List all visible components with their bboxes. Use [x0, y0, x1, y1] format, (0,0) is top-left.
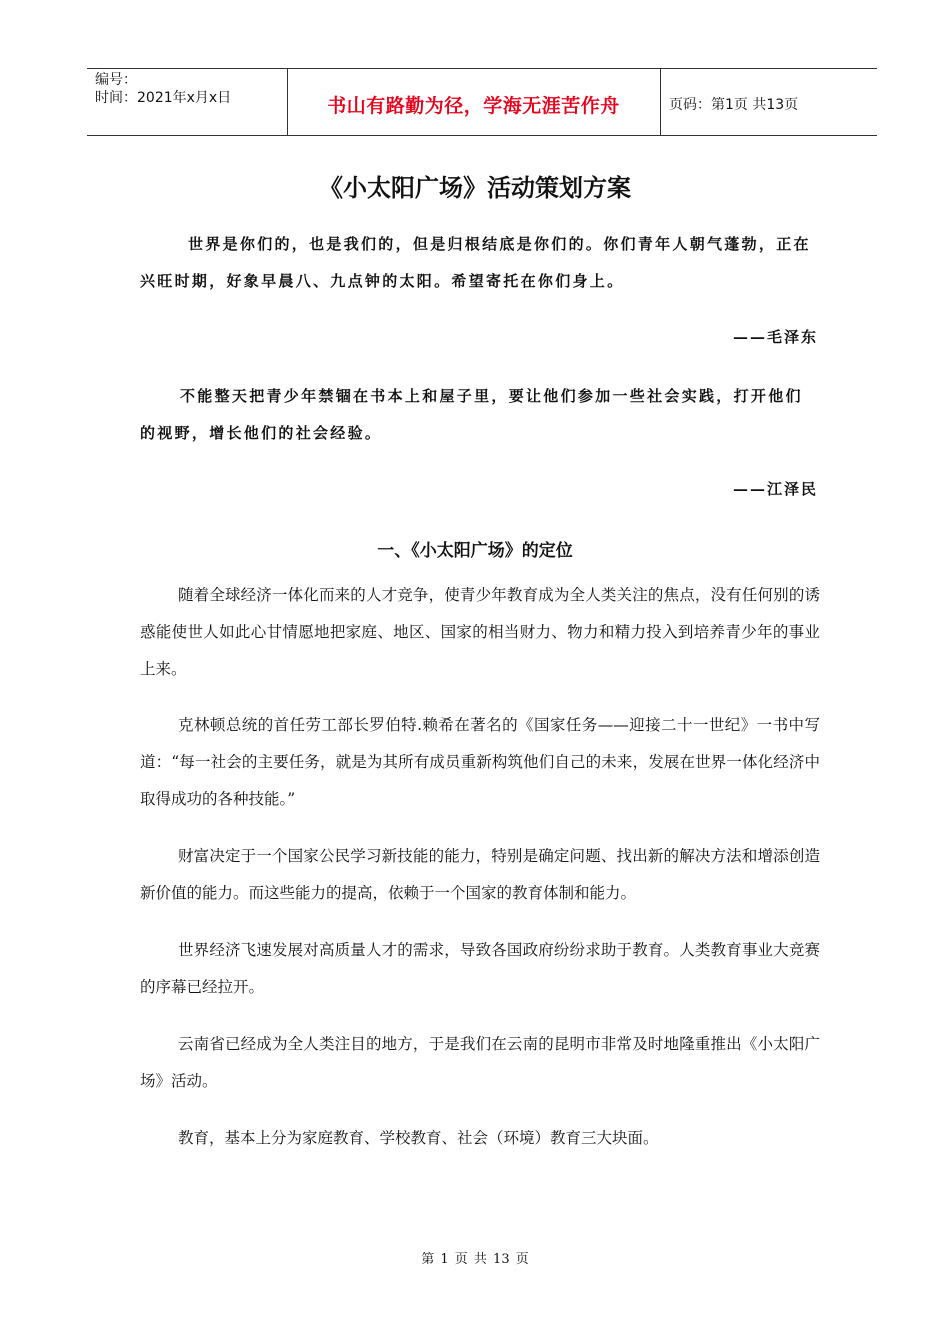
quote-text: 世界是你们的，也是我们的，但是归根结底是你们的。你们青年人朝气蓬勃，正在兴旺时期，好象早晨八、九点钟的太阳。希望寄托在你们身上。 [140, 235, 811, 290]
body-paragraph: 云南省已经成为全人类注目的地方，于是我们在云南的昆明市非常及时地隆重推出《小太阳广场》活动。 [140, 1035, 820, 1090]
quote-attribution: ——江泽民 [732, 480, 818, 498]
time-label: 时间：2021年x月x日 [95, 90, 232, 106]
header-page-info: 页码：第1页 共13页 [669, 97, 799, 113]
page-footer: 第 1 页 共 13 页 [421, 1252, 529, 1267]
body-paragraph: 教育，基本上分为家庭教育、学校教育、社会（环境）教育三大块面。 [178, 1129, 659, 1147]
header-motto: 书山有路勤为径，学海无涯苦作舟 [327, 95, 620, 117]
body-paragraph: 随着全球经济一体化而来的人才竞争，使青少年教育成为全人类关注的焦点，没有任何别的诱惑能使世人如此心甘情愿地把家庭、地区、国家的相当财力、物力和精力投入到培养青少年的事业上来。 [140, 586, 820, 678]
quote-attribution: ——毛泽东 [732, 328, 818, 346]
number-label: 编号： [95, 72, 137, 88]
quote-text: 不能整天把青少年禁锢在书本上和屋子里，要让他们参加一些社会实践，打开他们的视野，增长他们的社会经验。 [140, 387, 803, 442]
body-paragraph: 克林顿总统的首任劳工部长罗伯特.赖希在著名的《国家任务——迎接二十一世纪》一书中写道：“每一社会的主要任务，就是为其所有成员重新构筑他们自己的未来，发展在世界一体化经济中取得成功的各种技能。” [140, 716, 820, 808]
header-meta [95, 71, 231, 107]
body-paragraph: 财富决定于一个国家公民学习新技能的能力，特别是确定问题、找出新的解决方法和增添创造新价值的能力。而这些能力的提高，依赖于一个国家的教育体制和能力。 [140, 847, 820, 902]
document-header [87, 68, 877, 136]
header-divider [660, 69, 661, 135]
body-paragraph: 世界经济飞速发展对高质量人才的需求，导致各国政府纷纷求助于教育。人类教育事业大竞赛的序幕已经拉开。 [140, 941, 820, 996]
section-heading: 一、《小太阳广场》的定位 [377, 541, 573, 561]
document-title: 《小太阳广场》活动策划方案 [319, 174, 631, 202]
